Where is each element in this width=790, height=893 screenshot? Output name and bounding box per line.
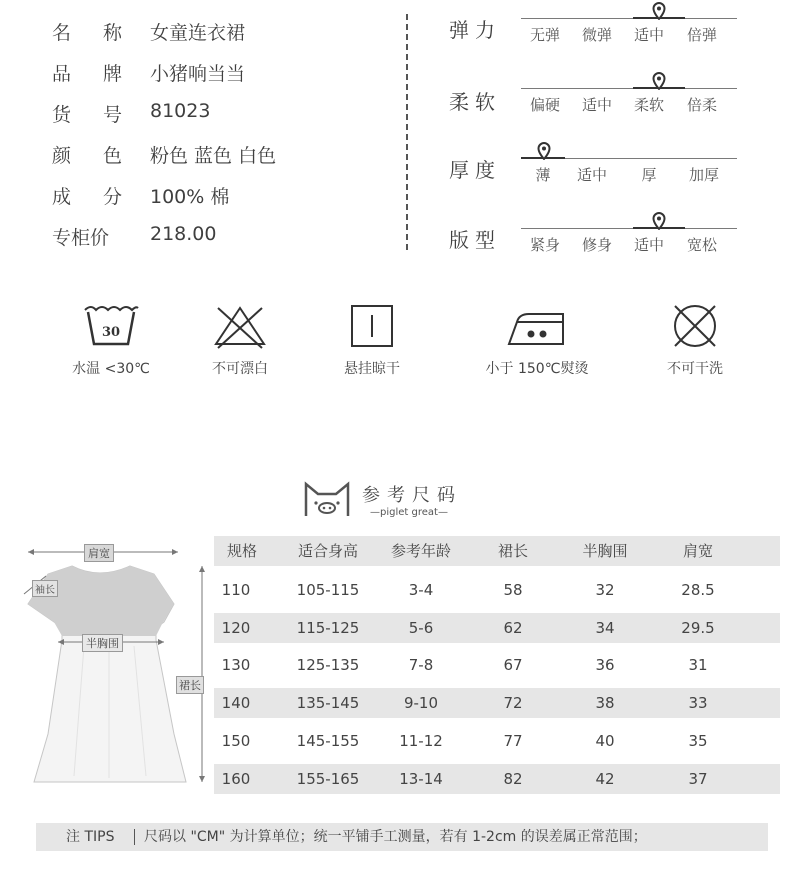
table-cell: 115-125 <box>296 619 360 637</box>
table-cell: 7-8 <box>408 656 434 674</box>
divider <box>406 14 408 250</box>
table-cell: 34 <box>595 619 615 637</box>
care-label: 水温 <30℃ <box>72 361 150 377</box>
table-cell: 150 <box>221 732 251 750</box>
table-header: 适合身高 <box>297 542 358 560</box>
table-cell: 29.5 <box>681 619 715 637</box>
table-header-row <box>214 536 780 566</box>
location-pin-icon <box>537 142 551 160</box>
table-cell: 58 <box>503 581 523 599</box>
care-label: 小于 150℃熨烫 <box>485 361 589 377</box>
table-cell: 105-115 <box>296 581 360 599</box>
info-value: 81023 <box>150 100 211 122</box>
dress-measurement-diagram <box>14 536 214 798</box>
location-pin-icon <box>652 212 666 230</box>
table-cell: 140 <box>221 694 251 712</box>
rating-option: 紧身 <box>529 236 560 254</box>
rating-track <box>521 88 737 89</box>
info-label: 颜 色 <box>52 145 122 167</box>
location-pin-icon <box>652 72 666 90</box>
bust-label: 半胸围 <box>82 634 123 652</box>
tips-bar <box>36 823 768 851</box>
info-label: 名 称 <box>52 22 122 44</box>
info-value: 小猪响当当 <box>150 63 246 85</box>
table-row <box>214 650 780 680</box>
tips-label: 注 TIPS <box>66 829 115 845</box>
table-cell: 77 <box>503 732 523 750</box>
wash-temp-number: 30 <box>101 325 121 340</box>
care-item-iron <box>482 300 592 378</box>
table-cell: 35 <box>688 732 708 750</box>
rating-thickness <box>449 154 749 204</box>
rating-option: 微弹 <box>581 26 612 44</box>
rating-title: 弹力 <box>449 18 501 42</box>
table-cell: 145-155 <box>296 732 360 750</box>
rating-option: 适中 <box>633 26 664 44</box>
info-label: 货 号 <box>52 104 122 126</box>
tips-divider <box>134 829 135 845</box>
info-label: 品 牌 <box>52 63 122 85</box>
table-cell: 38 <box>595 694 615 712</box>
rating-option: 宽松 <box>686 236 717 254</box>
table-header: 裙长 <box>497 542 528 560</box>
table-cell: 13-14 <box>399 770 443 788</box>
table-cell: 155-165 <box>296 770 360 788</box>
table-cell: 120 <box>221 619 251 637</box>
rating-option: 加厚 <box>688 166 719 184</box>
table-row <box>214 575 780 605</box>
table-cell: 62 <box>503 619 523 637</box>
table-cell: 9-10 <box>403 694 439 712</box>
rating-option: 薄 <box>535 166 551 184</box>
care-item-dryclean <box>640 300 750 378</box>
care-item-dry <box>317 300 427 378</box>
table-row <box>214 688 780 718</box>
table-cell: 37 <box>688 770 708 788</box>
table-row <box>214 726 780 756</box>
tips-text: 尺码以 "CM" 为计算单位；统一平铺手工测量，若有 1-2cm 的误差属正常范围； <box>144 829 647 845</box>
table-cell: 11-12 <box>399 732 443 750</box>
info-label: 成 分 <box>52 186 122 208</box>
table-cell: 40 <box>595 732 615 750</box>
rating-option: 柔软 <box>633 96 664 114</box>
table-cell: 36 <box>595 656 615 674</box>
rating-option: 厚 <box>641 166 657 184</box>
table-cell: 42 <box>595 770 615 788</box>
rating-elasticity <box>449 14 749 64</box>
table-cell: 125-135 <box>296 656 360 674</box>
care-label: 悬挂晾干 <box>344 361 400 377</box>
table-cell: 28.5 <box>681 581 715 599</box>
table-header: 半胸围 <box>582 542 628 560</box>
care-label: 不可干洗 <box>667 361 723 377</box>
info-value: 女童连衣裙 <box>150 22 246 44</box>
rating-option: 修身 <box>581 236 612 254</box>
table-cell: 5-6 <box>408 619 434 637</box>
rating-option: 适中 <box>576 166 607 184</box>
rating-option: 偏硬 <box>529 96 560 114</box>
table-cell: 67 <box>503 656 523 674</box>
table-header: 参考年龄 <box>390 542 451 560</box>
table-cell: 72 <box>503 694 523 712</box>
table-cell: 135-145 <box>296 694 360 712</box>
rating-option: 适中 <box>633 236 664 254</box>
rating-option: 适中 <box>581 96 612 114</box>
rating-track <box>521 18 737 19</box>
size-chart-subtitle: —piglet great— <box>370 507 448 518</box>
table-header: 肩宽 <box>682 542 713 560</box>
table-row <box>214 764 780 794</box>
size-chart-title: 参考尺码 <box>362 485 462 506</box>
care-item-wash <box>56 300 166 378</box>
table-cell: 130 <box>221 656 251 674</box>
table-header: 规格 <box>226 542 257 560</box>
sleeve-label: 袖长 <box>32 580 58 597</box>
rating-track <box>521 228 737 229</box>
rating-softness <box>449 84 749 134</box>
care-item-bleach <box>185 300 295 378</box>
location-pin-icon <box>652 2 666 20</box>
table-row <box>214 613 780 643</box>
length-label: 裙长 <box>176 676 204 694</box>
shoulder-label: 肩宽 <box>84 544 114 562</box>
rating-option: 倍柔 <box>686 96 717 114</box>
piglet-logo-icon <box>300 478 354 520</box>
rating-option: 倍弹 <box>686 26 717 44</box>
rating-title: 厚度 <box>449 158 501 182</box>
rating-title: 版型 <box>449 228 501 252</box>
table-cell: 3-4 <box>408 581 434 599</box>
table-cell: 160 <box>221 770 251 788</box>
info-value: 100% 棉 <box>150 186 230 208</box>
rating-title: 柔软 <box>449 90 501 114</box>
rating-fit <box>449 224 749 274</box>
wash-30-icon <box>81 300 141 350</box>
info-value: 218.00 <box>150 223 217 245</box>
info-label: 专柜价 <box>52 227 110 249</box>
table-cell: 32 <box>595 581 615 599</box>
no-dry-clean-icon <box>665 300 725 350</box>
iron-150-icon <box>497 300 577 350</box>
table-cell: 82 <box>503 770 523 788</box>
table-cell: 31 <box>688 656 708 674</box>
care-label: 不可漂白 <box>212 361 268 377</box>
rating-option: 无弹 <box>529 26 560 44</box>
line-dry-icon <box>342 300 402 350</box>
info-value: 粉色 蓝色 白色 <box>150 145 277 167</box>
table-cell: 33 <box>688 694 708 712</box>
no-bleach-icon <box>210 300 270 350</box>
table-cell: 110 <box>221 581 251 599</box>
